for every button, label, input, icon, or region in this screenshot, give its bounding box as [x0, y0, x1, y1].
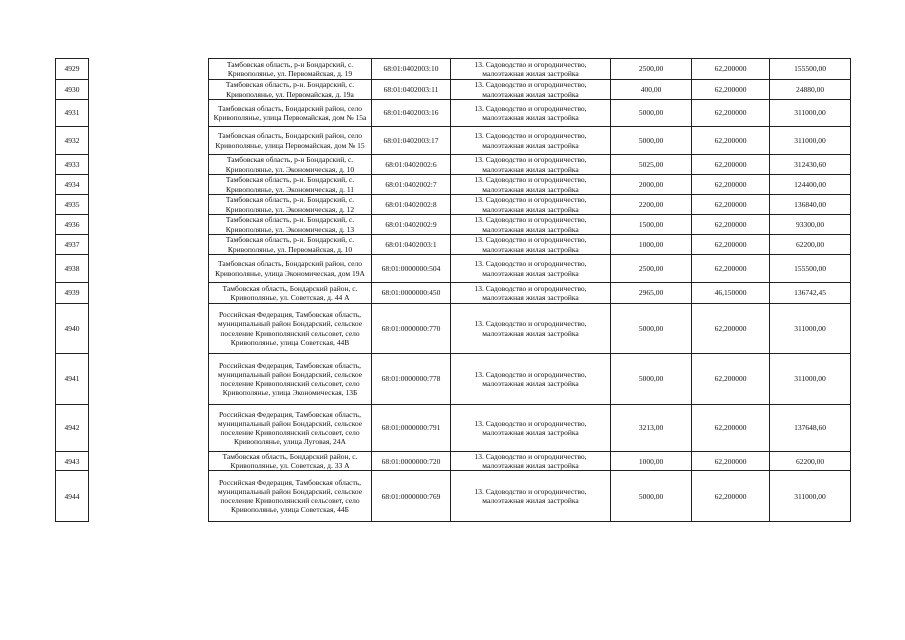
cadastral-number-cell: 68:01:0402003:17 — [372, 127, 451, 155]
area-cell: 1000,00 — [611, 452, 692, 471]
spacer-cell — [89, 80, 209, 100]
address-cell: Тамбовская область, р-н. Бондарский, с. Кривополянье, ул. Экономическая, д. 13 — [209, 215, 372, 235]
land-use-cell: 13. Садоводство и огородничество, малоэтажная жилая застройка — [451, 354, 611, 405]
cadastral-number-cell: 68:01:0000000:450 — [372, 283, 451, 304]
table-row — [56, 405, 851, 452]
area-cell: 5025,00 — [611, 155, 692, 175]
cadastral-value-cell: 311000,00 — [770, 127, 851, 155]
land-use-cell: 13. Садоводство и огородничество, малоэтажная жилая застройка — [451, 195, 611, 215]
specific-value-cell: 62,200000 — [692, 80, 770, 100]
spacer-cell — [89, 235, 209, 255]
row-number: 4936 — [56, 215, 89, 235]
spacer-cell — [89, 175, 209, 195]
address-cell: Тамбовская область, р-н. Бондарский, с. Кривополянье, ул. Экономическая, д. 12 — [209, 195, 372, 215]
spacer-cell — [89, 255, 209, 283]
cadastral-number-cell: 68:01:0000000:778 — [372, 354, 451, 405]
area-cell: 2000,00 — [611, 175, 692, 195]
table-row — [56, 59, 851, 80]
area-cell: 5000,00 — [611, 471, 692, 522]
land-use-cell: 13. Садоводство и огородничество, малоэтажная жилая застройка — [451, 155, 611, 175]
cadastral-number-cell: 68:01:0402002:6 — [372, 155, 451, 175]
area-cell: 2965,00 — [611, 283, 692, 304]
land-use-cell: 13. Садоводство и огородничество, малоэтажная жилая застройка — [451, 452, 611, 471]
row-number: 4943 — [56, 452, 89, 471]
table-row — [56, 304, 851, 354]
land-use-cell: 13. Садоводство и огородничество, малоэтажная жилая застройка — [451, 235, 611, 255]
land-use-cell: 13. Садоводство и огородничество, малоэтажная жилая застройка — [451, 127, 611, 155]
address-cell: Тамбовская область, Бондарский район, село Кривополянье, улица Первомайская, дом № 15а — [209, 100, 372, 127]
cadastral-number-cell: 68:01:0000000:769 — [372, 471, 451, 522]
row-number: 4939 — [56, 283, 89, 304]
row-number: 4932 — [56, 127, 89, 155]
address-cell: Российская Федерация, Тамбовская область, муниципальный район Бондарский, сельское поселение Кривополянский сельсовет, село Кривополянье, улица Луговая, 24А — [209, 405, 372, 452]
spacer-cell — [89, 452, 209, 471]
table-row — [56, 175, 851, 195]
cadastral-value-cell: 24880,00 — [770, 80, 851, 100]
spacer-cell — [89, 304, 209, 354]
table-row — [56, 195, 851, 215]
address-cell: Тамбовская область, Бондарский район, село Кривополянье, улица Первомайская, дом № 15 — [209, 127, 372, 155]
table-row — [56, 255, 851, 283]
table-row — [56, 215, 851, 235]
table-row — [56, 354, 851, 405]
area-cell: 1000,00 — [611, 235, 692, 255]
address-cell: Тамбовская область, р-н. Бондарский, с. Кривополянье, ул. Первомайская, д. 10 — [209, 235, 372, 255]
spacer-cell — [89, 215, 209, 235]
land-use-cell: 13. Садоводство и огородничество, малоэтажная жилая застройка — [451, 175, 611, 195]
area-cell: 2500,00 — [611, 255, 692, 283]
cadastral-value-cell: 311000,00 — [770, 304, 851, 354]
specific-value-cell: 62,200000 — [692, 195, 770, 215]
spacer-cell — [89, 283, 209, 304]
specific-value-cell: 62,200000 — [692, 59, 770, 80]
cadastral-number-cell: 68:01:0402002:8 — [372, 195, 451, 215]
specific-value-cell: 62,200000 — [692, 127, 770, 155]
area-cell: 5000,00 — [611, 304, 692, 354]
specific-value-cell: 62,200000 — [692, 155, 770, 175]
cadastral-value-cell: 62200,00 — [770, 235, 851, 255]
spacer-cell — [89, 59, 209, 80]
row-number: 4937 — [56, 235, 89, 255]
area-cell: 2500,00 — [611, 59, 692, 80]
address-cell: Тамбовская область, Бондарский район, село Кривополянье, улица Экономическая, дом 19А — [209, 255, 372, 283]
area-cell: 5000,00 — [611, 127, 692, 155]
address-cell: Тамбовская область, р-н. Бондарский, с. Кривополянье, ул. Первомайская, д. 19а — [209, 80, 372, 100]
row-number: 4935 — [56, 195, 89, 215]
address-cell: Тамбовская область, Бондарский район, с. Кривополянье, ул. Советская, д. 33 А — [209, 452, 372, 471]
land-use-cell: 13. Садоводство и огородничество, малоэтажная жилая застройка — [451, 80, 611, 100]
cadastral-value-cell: 136840,00 — [770, 195, 851, 215]
cadastral-number-cell: 68:01:0000000:504 — [372, 255, 451, 283]
specific-value-cell: 62,200000 — [692, 304, 770, 354]
specific-value-cell: 62,200000 — [692, 175, 770, 195]
area-cell: 5000,00 — [611, 100, 692, 127]
address-cell: Тамбовская область, р-н Бондарский, с. Кривополянье, ул. Первомайская, д. 19 — [209, 59, 372, 80]
table-row — [56, 100, 851, 127]
land-use-cell: 13. Садоводство и огородничество, малоэтажная жилая застройка — [451, 471, 611, 522]
address-cell: Тамбовская область, Бондарский район, с. Кривополянье, ул. Советская, д. 44 А — [209, 283, 372, 304]
spacer-cell — [89, 127, 209, 155]
cadastral-value-cell: 312430,60 — [770, 155, 851, 175]
table-row — [56, 235, 851, 255]
cadastral-number-cell: 68:01:0000000:791 — [372, 405, 451, 452]
cadastral-value-cell: 311000,00 — [770, 354, 851, 405]
spacer-cell — [89, 405, 209, 452]
address-cell: Российская Федерация, Тамбовская область, муниципальный район Бондарский, сельское поселение Кривополянский сельсовет, село Кривополянье, улица Советская, 44Б — [209, 471, 372, 522]
cadastral-number-cell: 68:01:0402003:16 — [372, 100, 451, 127]
row-number: 4930 — [56, 80, 89, 100]
spacer-cell — [89, 155, 209, 175]
table-row — [56, 452, 851, 471]
row-number: 4934 — [56, 175, 89, 195]
spacer-cell — [89, 471, 209, 522]
row-number: 4941 — [56, 354, 89, 405]
row-number: 4940 — [56, 304, 89, 354]
row-number: 4938 — [56, 255, 89, 283]
specific-value-cell: 62,200000 — [692, 235, 770, 255]
specific-value-cell: 62,200000 — [692, 471, 770, 522]
row-number: 4931 — [56, 100, 89, 127]
cadastral-value-table — [55, 58, 851, 522]
row-number: 4942 — [56, 405, 89, 452]
cadastral-number-cell: 68:01:0000000:720 — [372, 452, 451, 471]
area-cell: 3213,00 — [611, 405, 692, 452]
cadastral-number-cell: 68:01:0402003:1 — [372, 235, 451, 255]
address-cell: Российская Федерация, Тамбовская область, муниципальный район Бондарский, сельское поселение Кривополянский сельсовет, село Кривополянье, улица Советская, 44В — [209, 304, 372, 354]
table-row — [56, 155, 851, 175]
address-cell: Российская Федерация, Тамбовская область, муниципальный район Бондарский, сельское поселение Кривополянский сельсовет, село Кривополянье, улица Экономическая, 13Б — [209, 354, 372, 405]
cadastral-value-cell: 136742,45 — [770, 283, 851, 304]
address-cell: Тамбовская область, р-н Бондарский, с. Кривополянье, ул. Экономическая, д. 10 — [209, 155, 372, 175]
land-use-cell: 13. Садоводство и огородничество, малоэтажная жилая застройка — [451, 100, 611, 127]
land-use-cell: 13. Садоводство и огородничество, малоэтажная жилая застройка — [451, 215, 611, 235]
specific-value-cell: 62,200000 — [692, 255, 770, 283]
specific-value-cell: 62,200000 — [692, 100, 770, 127]
row-number: 4933 — [56, 155, 89, 175]
cadastral-value-cell: 155500,00 — [770, 59, 851, 80]
cadastral-number-cell: 68:01:0402003:10 — [372, 59, 451, 80]
cadastral-value-cell: 62200,00 — [770, 452, 851, 471]
land-use-cell: 13. Садоводство и огородничество, малоэтажная жилая застройка — [451, 255, 611, 283]
land-use-cell: 13. Садоводство и огородничество, малоэтажная жилая застройка — [451, 59, 611, 80]
cadastral-number-cell: 68:01:0402002:9 — [372, 215, 451, 235]
area-cell: 2200,00 — [611, 195, 692, 215]
row-number: 4929 — [56, 59, 89, 80]
cadastral-value-cell: 93300,00 — [770, 215, 851, 235]
spacer-cell — [89, 100, 209, 127]
area-cell: 5000,00 — [611, 354, 692, 405]
table-row — [56, 80, 851, 100]
area-cell: 1500,00 — [611, 215, 692, 235]
specific-value-cell: 46,150000 — [692, 283, 770, 304]
land-use-cell: 13. Садоводство и огородничество, малоэтажная жилая застройка — [451, 405, 611, 452]
table-row — [56, 127, 851, 155]
cadastral-value-cell: 137648,60 — [770, 405, 851, 452]
address-cell: Тамбовская область, р-н. Бондарский, с. Кривополянье, ул. Экономическая, д. 11 — [209, 175, 372, 195]
cadastral-number-cell: 68:01:0402002:7 — [372, 175, 451, 195]
spacer-cell — [89, 195, 209, 215]
cadastral-value-cell: 124400,00 — [770, 175, 851, 195]
area-cell: 400,00 — [611, 80, 692, 100]
table-row — [56, 283, 851, 304]
specific-value-cell: 62,200000 — [692, 452, 770, 471]
spacer-cell — [89, 354, 209, 405]
row-number: 4944 — [56, 471, 89, 522]
cadastral-value-cell: 311000,00 — [770, 100, 851, 127]
cadastral-number-cell: 68:01:0402003:11 — [372, 80, 451, 100]
specific-value-cell: 62,200000 — [692, 215, 770, 235]
specific-value-cell: 62,200000 — [692, 354, 770, 405]
land-use-cell: 13. Садоводство и огородничество, малоэтажная жилая застройка — [451, 304, 611, 354]
cadastral-number-cell: 68:01:0000000:770 — [372, 304, 451, 354]
cadastral-value-cell: 155500,00 — [770, 255, 851, 283]
table-row — [56, 471, 851, 522]
land-use-cell: 13. Садоводство и огородничество, малоэтажная жилая застройка — [451, 283, 611, 304]
specific-value-cell: 62,200000 — [692, 405, 770, 452]
cadastral-value-cell: 311000,00 — [770, 471, 851, 522]
